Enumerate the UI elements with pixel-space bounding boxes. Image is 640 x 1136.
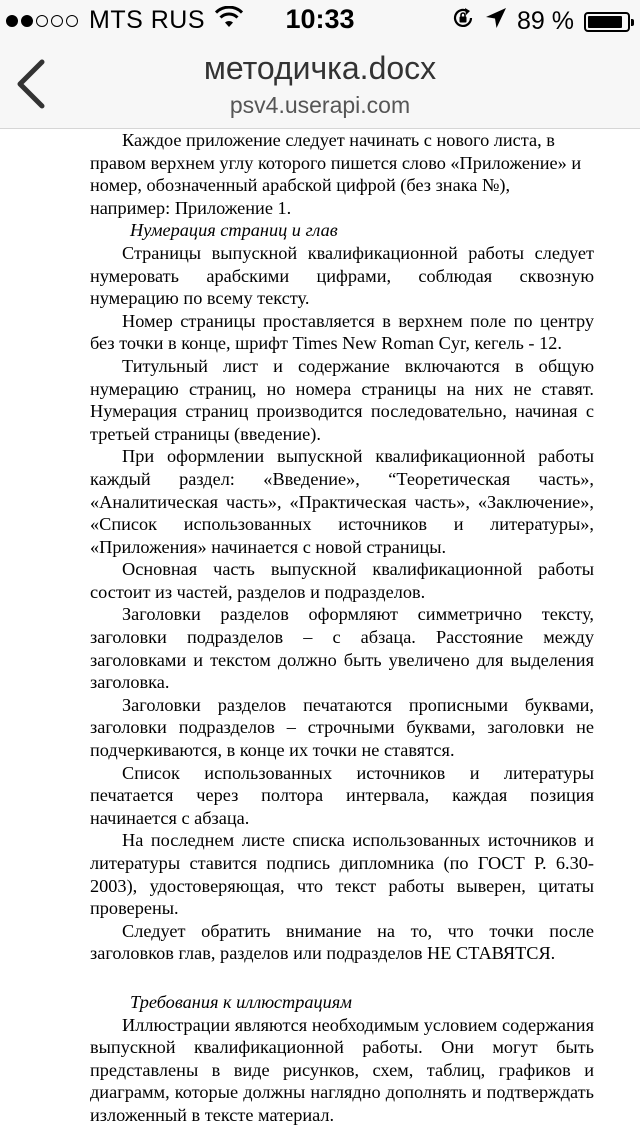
doc-paragraph: Заголовки разделов оформляют симметрично тексту, заголовки подразделов – с абзаца. Расстояние между заголовками и текстом должно быть увеличено для выделения заголовка. — [90, 604, 594, 693]
doc-paragraph: Страницы выпускной квалификационной работы следует нумеровать арабскими цифрами, соблюдая сквозную нумерацию по всему тексту. — [90, 242, 594, 309]
battery-icon — [584, 12, 630, 32]
doc-heading: Требования к иллюстрациям — [130, 991, 352, 1012]
doc-paragraph: Основная часть выпускной квалификационной работы состоит из частей, разделов и подразделов. — [90, 559, 594, 602]
doc-paragraph: При оформлении выпускной квалификационной работы каждый раздел: «Введение», “Теоретическая часть», «Аналитическая часть», «Практическая часть», «Заключение», «Список использованных источников и литературы», «Приложения» начинается с новой страницы. — [90, 446, 594, 557]
clock: 10:33 — [285, 4, 355, 34]
paragraph-gap — [90, 965, 594, 991]
battery-percent: 89 % — [517, 7, 574, 35]
navigation-bar — [0, 40, 640, 129]
rotation-lock-icon — [451, 6, 475, 37]
doc-paragraph: На последнем листе списка использованных источников и литературы ставится подпись дипломника (по ГОСТ Р. 6.30-2003), удостоверяющая, что текст работы выверен, цитаты проверены. — [90, 830, 594, 919]
doc-paragraph: Иллюстрации являются необходимым условием содержания выпускной квалификационной работы. Они могут быть представлены в виде рисунков, схем, таблиц, графиков и диаграмм, которые должны наглядно дополнять и подтверждать изложенный в тексте материал. — [90, 1014, 594, 1125]
battery-level — [588, 16, 622, 28]
document-host: psv4.userapi.com — [229, 92, 411, 118]
document-title: методичка.docx — [203, 50, 437, 86]
carrier-name: MTS RUS — [89, 6, 205, 34]
doc-paragraph: Следует обратить внимание на то, что точки после заголовков глав, разделов или подразделов НЕ СТАВЯТСЯ. — [90, 920, 594, 964]
location-arrow-icon — [485, 7, 507, 36]
status-bar — [0, 0, 640, 40]
doc-heading: Нумерация страниц и глав — [130, 220, 338, 241]
doc-paragraph: Номер страницы проставляется в верхнем поле по центру без точки в конце, шрифт Times New Roman Cyr, кегель - 12. — [90, 310, 594, 354]
document-content[interactable] — [90, 129, 594, 1136]
doc-paragraph: Заголовки разделов печатаются прописными буквами, заголовки подразделов – строчными буквами, заголовки не подчеркиваются, в конце их точки не ставятся. — [90, 694, 594, 761]
status-right — [441, 6, 630, 37]
doc-paragraph: Каждое приложение следует начинать с нового листа, в правом верхнем углу которого пишется слово «Приложение» и номер, обозначенный арабской цифрой (без знака №), например: Приложение 1. — [90, 130, 582, 218]
doc-paragraph: Список использованных источников и литературы печатается через полтора интервала, каждая позиция начинается с абзаца. — [90, 762, 594, 828]
doc-paragraph: Титульный лист и содержание включаются в общую нумерацию страниц, но номера страницы на них не ставят. Нумерация страниц производится последовательно, начиная с третьей страницы (введение). — [90, 355, 594, 444]
